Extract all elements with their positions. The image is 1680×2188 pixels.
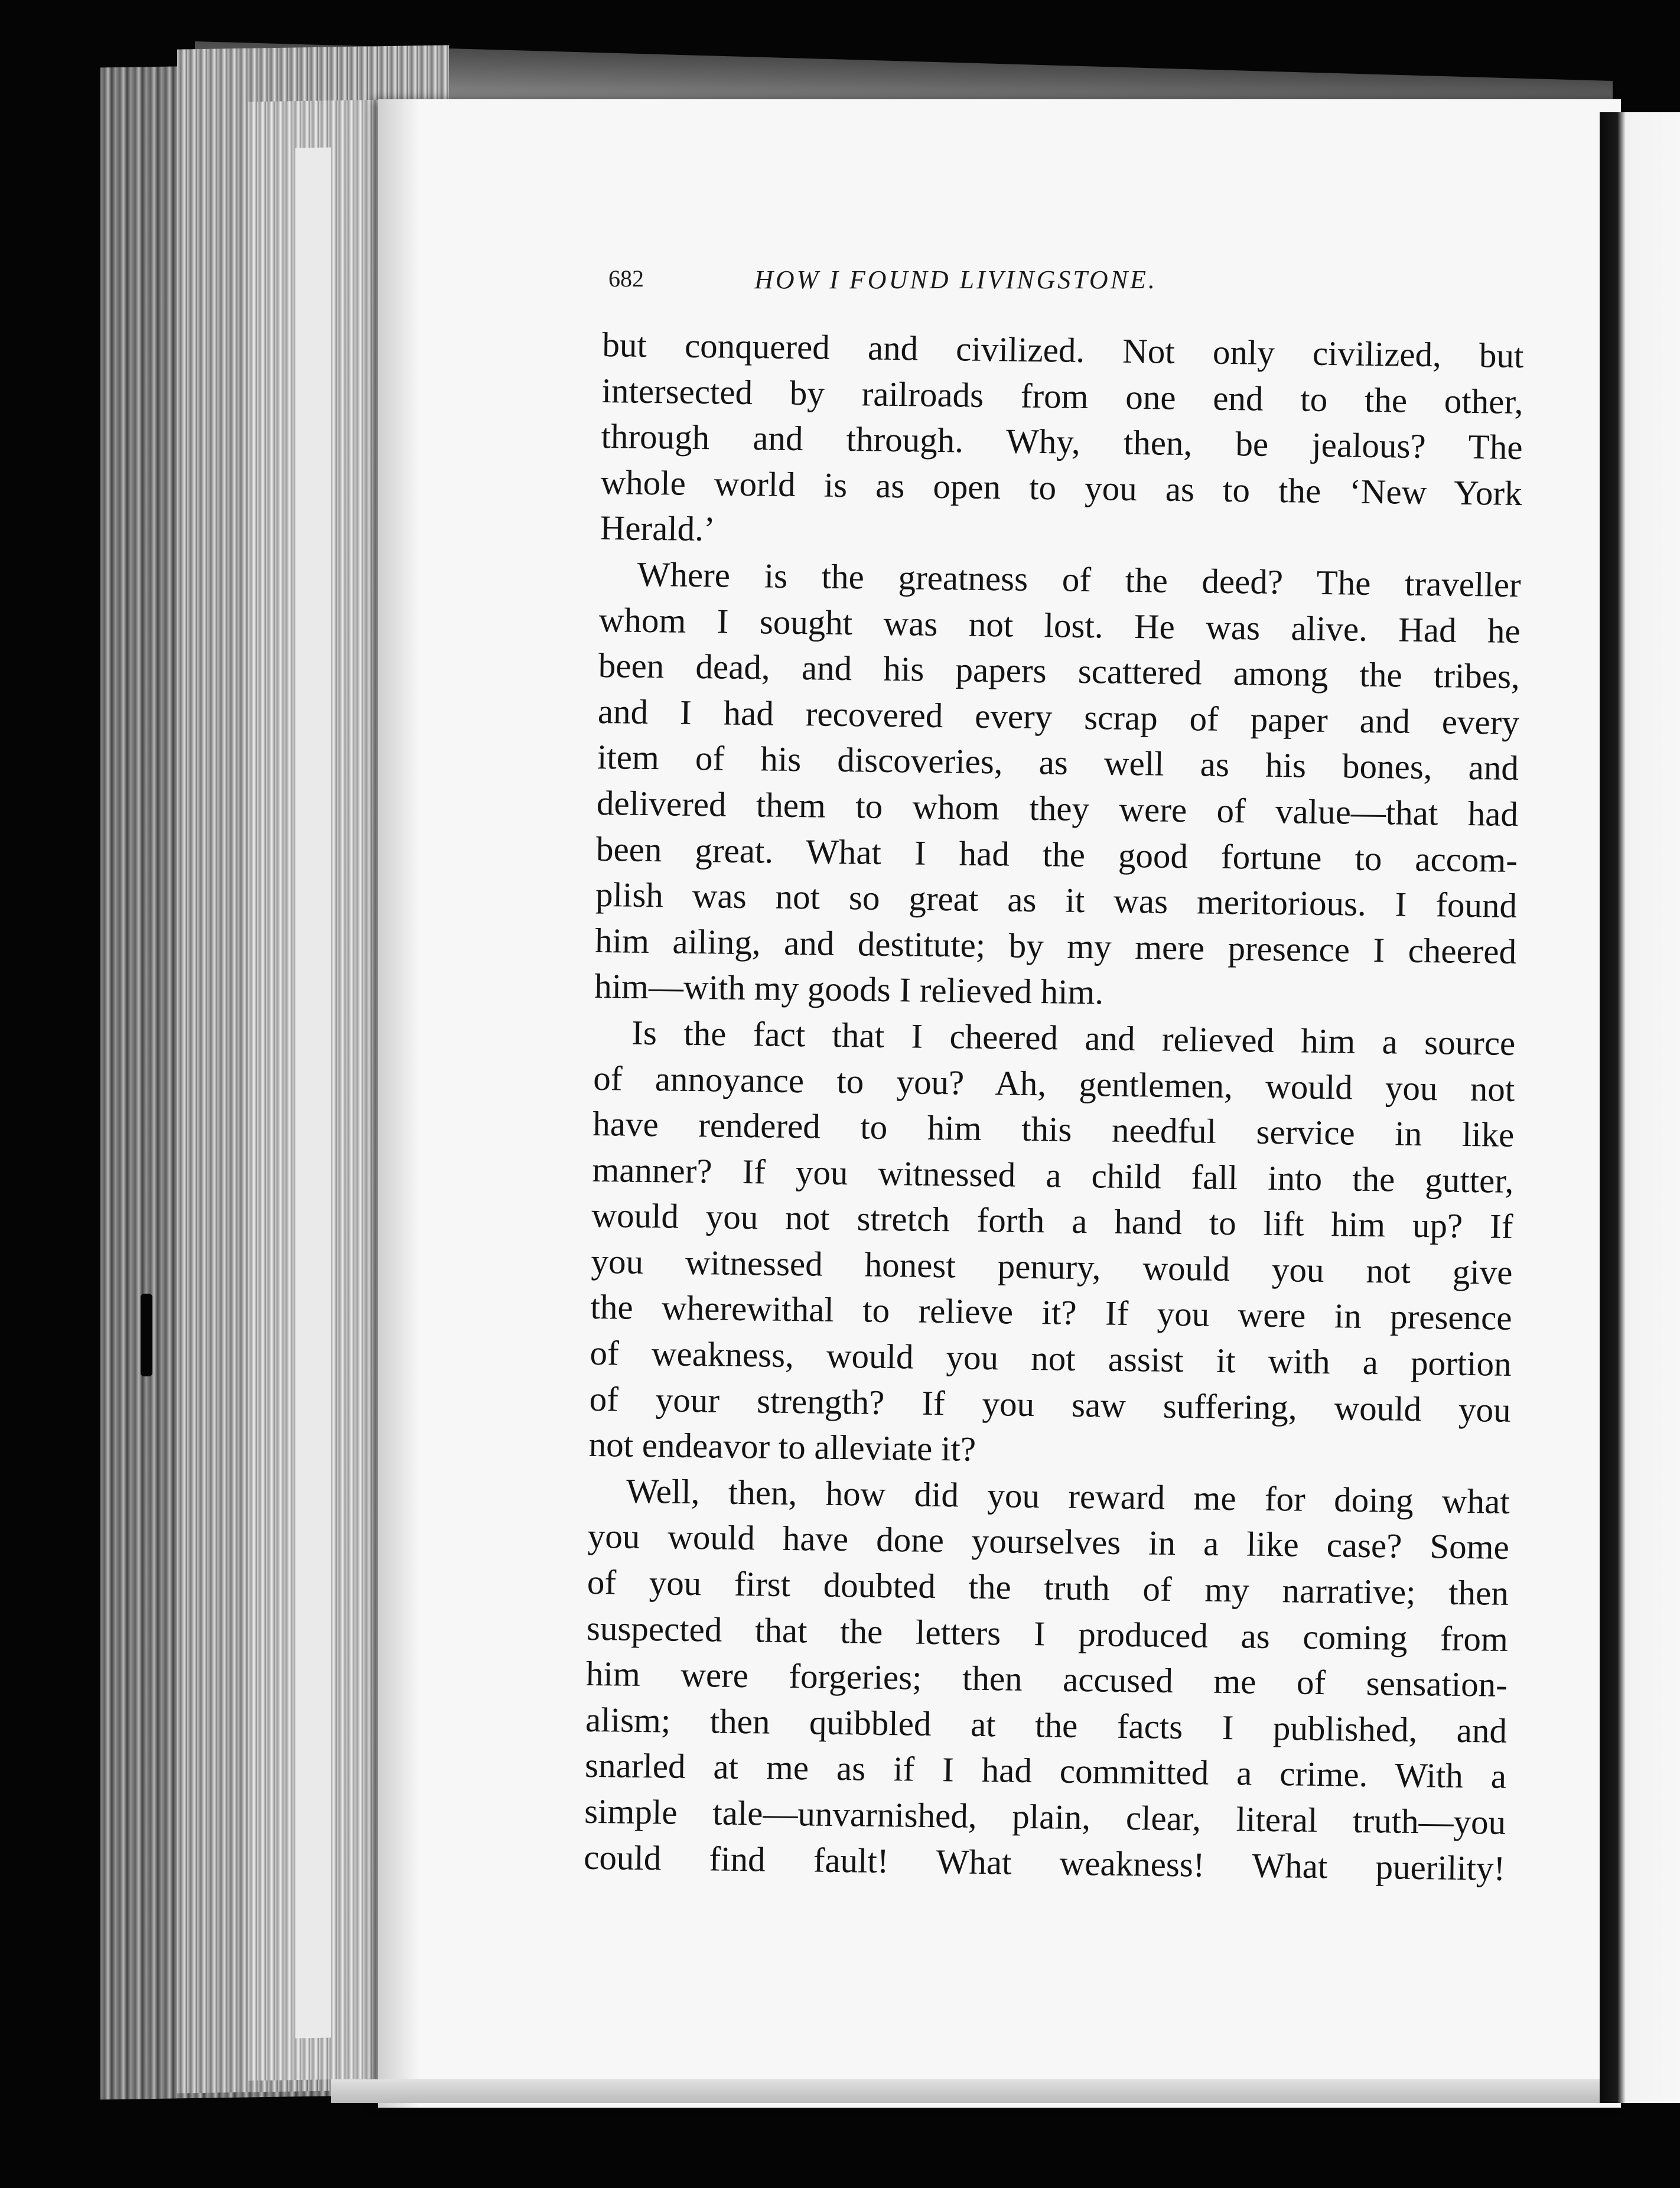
- text-line: Where is the greatness of the deed? The traveller: [637, 554, 1522, 604]
- facing-page-gutter: [1600, 112, 1680, 2103]
- text-line: of your strength? If you saw suffering, would you: [589, 1379, 1512, 1430]
- text-line: him were forgeries; then accused me of sensation-: [585, 1654, 1508, 1705]
- text-line: whom I sought was not lost. He was alive. Had he: [598, 600, 1521, 650]
- text-line: of annoyance to you? Ah, gentlemen, would you not: [592, 1058, 1515, 1109]
- text-line: delivered them to whom they were of value—that had: [596, 783, 1519, 833]
- page-gutter-shadow: [378, 99, 419, 2108]
- text-line: but conquered and civilized. Not only civilized, but: [602, 324, 1524, 376]
- text-line: Well, then, how did you reward me for doing what: [626, 1471, 1510, 1521]
- text-line: the wherewithal to relieve it? If you were in presence: [590, 1287, 1512, 1338]
- text-line: could find fault! What weakness! What puerility!: [583, 1837, 1506, 1888]
- text-line: would you not stretch forth a hand to lift him up? If: [591, 1196, 1513, 1246]
- text-line: suspected that the letters I produced as coming from: [586, 1608, 1509, 1659]
- running-title: HOW I FOUND LIVINGSTONE.: [754, 265, 1157, 294]
- text-line: whole world is as open to you as to the ‘New York: [600, 462, 1522, 513]
- text-line: Herald.’: [600, 508, 716, 549]
- text-line: him ailing, and destitute; by my mere presence I cheered: [594, 920, 1517, 971]
- text-line: you would have done yourselves in a like case? Some: [587, 1516, 1510, 1567]
- text-line: through and through. Why, then, be jealous? The: [601, 416, 1523, 467]
- text-line: him—with my goods I relieved him.: [594, 966, 1104, 1012]
- text-line: intersected by railroads from one end to the other,: [601, 370, 1523, 421]
- text-line: manner? If you witnessed a child fall into the gutter,: [592, 1150, 1514, 1200]
- text-line: of you first doubted the truth of my narrative; then: [587, 1562, 1509, 1613]
- text-line: you witnessed honest penury, would you not give: [591, 1241, 1513, 1292]
- page-number: 682: [608, 265, 644, 292]
- page-bottom-edge: [331, 2079, 1666, 2103]
- text-line: and I had recovered every scrap of paper and every: [597, 691, 1520, 742]
- page-header: [608, 265, 1303, 306]
- body-text: [584, 322, 1524, 1891]
- text-line: simple tale—unvarnished, plain, clear, literal truth—you: [584, 1791, 1506, 1842]
- text-line: have rendered to him this needful service in like: [592, 1103, 1515, 1155]
- text-line: been dead, and his papers scattered among the tribes,: [598, 646, 1521, 696]
- binding-clip: [141, 1294, 152, 1376]
- text-line: been great. What I had the good fortune to accom-: [595, 829, 1518, 880]
- text-line: Is the fact that I cheered and relieved him a source: [631, 1012, 1516, 1063]
- text-line: not endeavor to alleviate it?: [588, 1425, 976, 1469]
- text-line: of weakness, would you not assist it with a portion: [590, 1333, 1512, 1383]
- text-line: alism; then quibbled at the facts I published, and: [585, 1699, 1508, 1750]
- text-line: item of his discoveries, as well as his bones, and: [597, 737, 1519, 788]
- page-stack-light-strip: [295, 148, 331, 2039]
- text-line: plish was not so great as it was meritorious. I found: [595, 875, 1518, 926]
- text-line: snarled at me as if I had committed a crime. With a: [584, 1746, 1507, 1796]
